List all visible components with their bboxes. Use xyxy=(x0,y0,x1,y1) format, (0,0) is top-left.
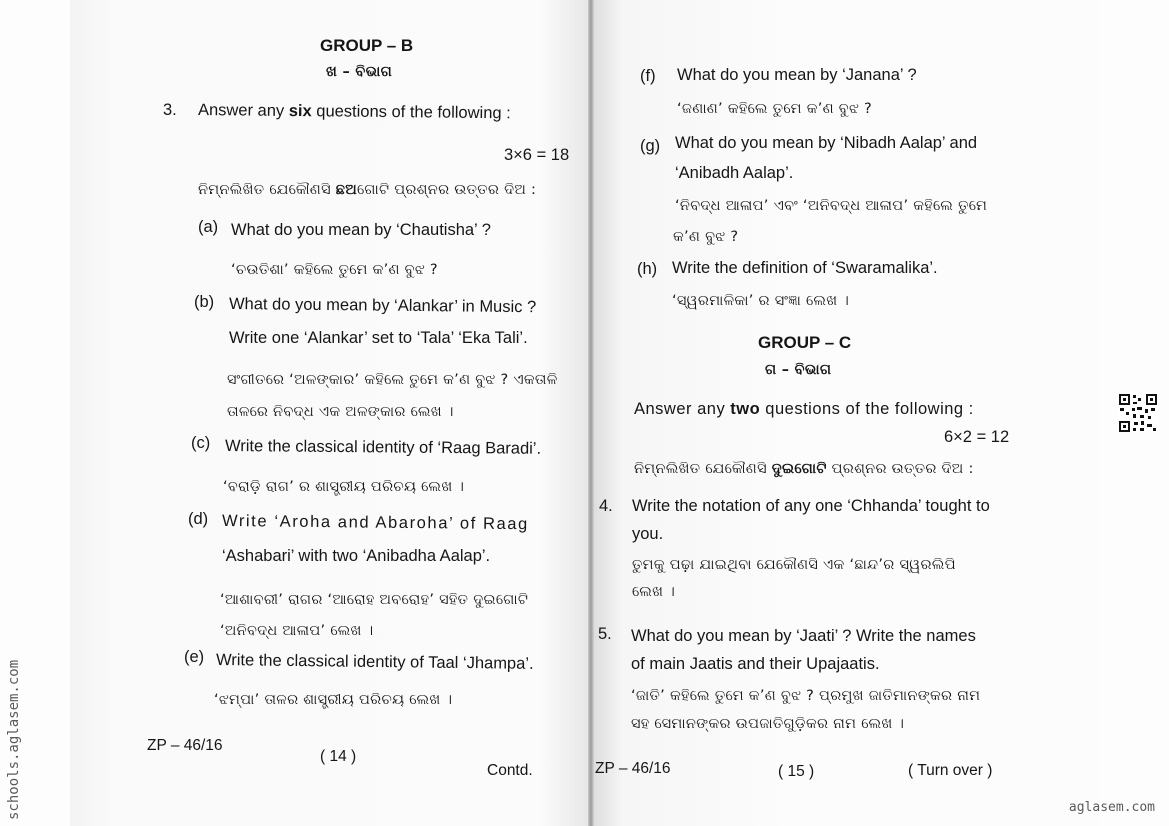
right-footer-page: ( 15 ) xyxy=(778,763,815,780)
left-footer-page: ( 14 ) xyxy=(320,748,357,765)
q3b-odia2: ତାଳରେ ନିବଦ୍ଧ ଏକ ଅଳଙ୍କାର ଲେଖ । xyxy=(227,404,454,420)
q3b-odia1: ସଂଗୀତରେ ‘ଅଳଙ୍କାର’ କହିଲେ ତୁମେ କ’ଣ ବୁଝ ? ଏକତାଳି xyxy=(227,372,558,388)
q3g-line2: ‘Anibadh Aalap’. xyxy=(675,164,794,182)
q4-odia1: ତୁମକୁ ପଢ଼ା ଯାଇଥିବା ଯେକୌଣସି ଏକ ‘ଛାନ୍ଦ’ର ସ୍ୱରଲିପି xyxy=(632,557,956,573)
q3g-label: (g) xyxy=(640,137,661,155)
q3f-text: What do you mean by ‘Janana’ ? xyxy=(677,66,917,84)
right-footer-turn-over: ( Turn over ) xyxy=(908,762,993,779)
group-b-title: GROUP – B xyxy=(320,36,414,55)
q3d-label: (d) xyxy=(188,510,209,528)
group-c-marks: 6×2 = 12 xyxy=(944,428,1010,446)
qr-code-icon xyxy=(1118,393,1158,433)
q3b-label: (b) xyxy=(194,293,215,311)
q3h-text: Write the definition of ‘Swaramalika’. xyxy=(672,259,938,277)
q3e-odia: ‘ଝମ୍ପା’ ତାଳର ଶାସ୍ତ୍ରୀୟ ପରିଚୟ ଲେଖ । xyxy=(214,692,453,708)
page-gutter xyxy=(588,0,594,826)
q3e-label: (e) xyxy=(184,648,205,666)
left-footer-code: ZP – 46/16 xyxy=(147,737,223,754)
q3e-text: Write the classical identity of Taal ‘Jhampa’. xyxy=(215,651,534,673)
q3-marks: 3×6 = 18 xyxy=(504,146,570,164)
bottom-watermark: aglasem.com xyxy=(1068,800,1155,815)
q3d-line2: ‘Ashabari’ with two ‘Anibadha Aalap’. xyxy=(222,547,491,565)
q3-number: 3. xyxy=(163,101,177,119)
group-b-title-odia: ଖ – ବିଭାଗ xyxy=(326,64,393,80)
q3g-line1: What do you mean by ‘Nibadh Aalap’ and xyxy=(675,134,978,152)
q3c-text: Write the classical identity of ‘Raag Baradi’. xyxy=(224,437,542,458)
q3c-label: (c) xyxy=(191,434,211,452)
q3h-odia: ‘ସ୍ୱରମାଳିକା’ ର ସଂଜ୍ଞା ଲେଖ । xyxy=(672,293,850,309)
q3h-label: (h) xyxy=(637,260,658,278)
group-c-title-odia: ଗ – ବିଭାଗ xyxy=(765,362,832,378)
right-footer-code: ZP – 46/16 xyxy=(595,760,671,777)
q3f-odia: ‘ଜଣାଣ’ କହିଲେ ତୁମେ କ’ଣ ବୁଝ ? xyxy=(677,101,873,117)
q5-line2: of main Jaatis and their Upajaatis. xyxy=(631,655,880,673)
group-c-instruction-odia: ନିମ୍ନଲିଖିତ ଯେକୌଣସି ଦୁଇଗୋଟି ପ୍ରଶ୍ନର ଉତ୍ତର ଦିଅ : xyxy=(634,461,974,477)
q5-number: 5. xyxy=(598,625,612,643)
q3b-line2: Write one ‘Alankar’ set to ‘Tala’ ‘Eka Tali’. xyxy=(229,329,528,347)
q4-line2: you. xyxy=(632,525,664,543)
q3-prompt: Answer any six questions of the following : xyxy=(197,101,511,123)
q3-prompt-odia: ନିମ୍ନଲିଖିତ ଯେକୌଣସି ଛଅଗୋଟି ପ୍ରଶ୍ନର ଉତ୍ତର ଦିଅ : xyxy=(198,182,537,198)
q3b-line1: What do you mean by ‘Alankar’ in Music ? xyxy=(228,295,537,317)
q3a-text: What do you mean by ‘Chautisha’ ? xyxy=(231,221,491,239)
side-watermark: schools.aglasem.com xyxy=(6,659,22,820)
q3a-odia: ‘ଚଉତିଶା’ କହିଲେ ତୁମେ କ’ଣ ବୁଝ ? xyxy=(231,262,438,278)
q4-odia2: ଲେଖ । xyxy=(632,584,676,600)
q3d-odia2: ‘ଅନିବଦ୍ଧ ଆଳାପ’ ଲେଖ । xyxy=(220,623,374,639)
q4-number: 4. xyxy=(599,497,613,515)
q3c-odia: ‘ବରାଡ଼ି ରାଗ’ ର ଶାସ୍ତ୍ରୀୟ ପରିଚୟ ଲେଖ । xyxy=(223,479,465,495)
q3d-odia1: ‘ଆଶାବରୀ’ ରାଗର ‘ଆରୋହ ଅବରୋହ’ ସହିତ ଦୁଇଗୋଟି xyxy=(220,592,529,608)
q5-line1: What do you mean by ‘Jaati’ ? Write the names xyxy=(631,627,976,645)
q5-odia2: ସହ ସେମାନଙ୍କର ଉପଜାତିଗୁଡ଼ିକର ନାମ ଲେଖ । xyxy=(631,716,905,732)
group-c-title: GROUP – C xyxy=(758,333,852,352)
q3d-line1: Write ‘Aroha and Abaroha’ of Raag xyxy=(221,512,529,534)
q5-odia1: ‘ଜାତି’ କହିଲେ ତୁମେ କ’ଣ ବୁଝ ? ପ୍ରମୁଖ ଜାତିମାନଙ୍କର ନାମ xyxy=(631,688,981,704)
group-c-instruction: Answer any two questions of the following : xyxy=(634,400,974,418)
q3g-odia1: ‘ନିବଦ୍ଧ ଆଳାପ’ ଏବଂ ‘ଅନିବଦ୍ଧ ଆଳାପ’ କହିଲେ ତୁମେ xyxy=(675,198,988,214)
q3f-label: (f) xyxy=(640,67,656,85)
left-footer-contd: Contd. xyxy=(487,762,533,779)
q4-line1: Write the notation of any one ‘Chhanda’ tought to xyxy=(632,497,990,515)
q3g-odia2: କ’ଣ ବୁଝ ? xyxy=(673,229,739,245)
q3a-label: (a) xyxy=(198,218,219,236)
